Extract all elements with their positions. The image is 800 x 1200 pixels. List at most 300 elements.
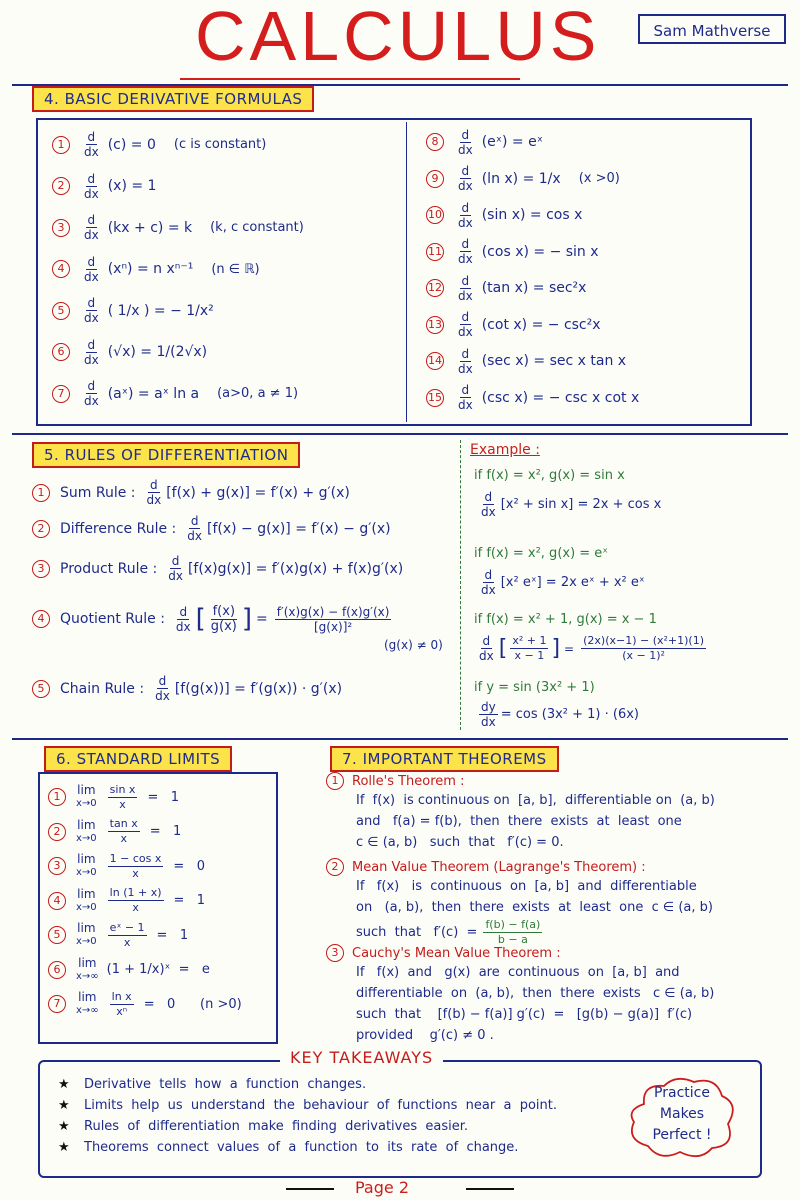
rule-row	[32, 554, 403, 583]
theorem-text: If f(x) is continuous on [a, b] and differentiable	[356, 879, 697, 894]
derivative-formula-row	[426, 197, 746, 234]
derivative-formula-row	[426, 307, 746, 344]
rule-name: Quotient Rule :	[60, 611, 165, 627]
formula-expression: (√x) = 1/(2√x)	[107, 344, 208, 361]
d-label: d	[484, 568, 493, 582]
dx-label: dx	[187, 529, 202, 543]
derivative-formula-row	[52, 332, 402, 374]
lim-label: lim	[78, 990, 97, 1005]
d-label: d	[87, 254, 96, 269]
takeaways-title: KEY TAKEAWAYS	[280, 1048, 443, 1067]
takeaway-text: Derivative tells how a function changes.	[84, 1077, 367, 1092]
formula-number: 11	[426, 243, 444, 261]
dx-label: dx	[458, 142, 473, 157]
limit-number: 6	[48, 961, 66, 979]
limit-approach: x→∞	[76, 970, 99, 982]
example-3-rhs-numerator: (2x)(x−1) − (x²+1)(1)	[583, 634, 705, 647]
dy-label: dy	[481, 700, 496, 714]
limit-approach: x→0	[76, 901, 97, 913]
d-label: d	[87, 213, 96, 228]
limit-approach: x→0	[76, 867, 97, 879]
formula-expression: (sin x) = cos x	[481, 207, 583, 224]
quotient-rhs	[275, 605, 392, 634]
dx-label: dx	[458, 252, 473, 267]
star-icon: ★	[58, 1140, 70, 1155]
box-column-divider	[406, 122, 407, 422]
bracket-open: [	[498, 636, 508, 661]
limit-fraction	[108, 886, 164, 915]
practice-line-3: Perfect !	[652, 1127, 712, 1143]
derivative-formula-row	[426, 270, 746, 307]
d-dx-operator	[166, 554, 185, 583]
derivative-formula-row	[426, 161, 746, 198]
limit-approach: x→0	[76, 832, 97, 844]
limit-operator	[76, 888, 97, 914]
formula-expression: (cot x) = − csc²x	[481, 316, 601, 333]
dx-label: dx	[168, 569, 183, 583]
dx-label: dx	[84, 394, 99, 409]
limit-denominator: x	[120, 832, 127, 846]
formula-number: 12	[426, 279, 444, 297]
rule-expression: [f(g(x))] = f′(g(x)) · g′(x)	[174, 680, 343, 697]
formula-expression: (ln x) = 1/x	[481, 170, 561, 187]
theorem-line	[356, 790, 786, 811]
lim-label: lim	[77, 921, 96, 936]
limit-row	[48, 815, 274, 850]
mvt-numerator: f(b) − f(a)	[485, 918, 541, 931]
dx-label: dx	[84, 311, 99, 326]
dx-label: dx	[481, 583, 496, 597]
limit-approach: x→∞	[76, 1005, 99, 1017]
formula-expression: ( 1/x ) = − 1/x²	[107, 302, 214, 319]
derivative-formula-row	[52, 124, 402, 166]
formula-number: 9	[426, 170, 444, 188]
theorem-text: If f(x) and g(x) are continuous on [a, b] and	[356, 965, 680, 980]
derivative-formula-row	[426, 380, 746, 417]
theorem-text: differentiable on (a, b), then there exists c ∈ (a, b)	[356, 986, 715, 1001]
dashed-separator	[460, 440, 461, 730]
rule-row	[32, 514, 391, 543]
d-label: d	[87, 296, 96, 311]
mvt-fraction	[483, 918, 542, 947]
bracket-open: [	[195, 604, 206, 634]
bracket-close: ]	[551, 636, 561, 661]
example-3-given: if f(x) = x² + 1, g(x) = x − 1	[474, 612, 657, 627]
formula-expression: (sec x) = sec x tan x	[481, 353, 627, 370]
formula-expression: (kx + c) = k	[107, 219, 193, 236]
d-label: d	[484, 490, 493, 504]
limit-operator	[76, 957, 99, 983]
d-dx-operator	[456, 237, 475, 266]
lim-label: lim	[78, 955, 97, 970]
derivative-formula-row	[426, 234, 746, 271]
formula-condition: (k, c constant)	[210, 220, 304, 236]
limit-row	[48, 918, 274, 953]
d-dx-operator	[477, 634, 496, 663]
formula-number: 1	[52, 136, 70, 154]
limit-fraction	[108, 817, 140, 846]
section-6-heading: 6. STANDARD LIMITS	[44, 746, 232, 772]
formula-number: 5	[52, 302, 70, 320]
derivative-formula-row	[52, 249, 402, 291]
mvt-denominator: b − a	[497, 933, 528, 946]
formula-condition: (c is constant)	[173, 137, 267, 153]
dx-label: dx	[458, 215, 473, 230]
theorem-text: provided g′(c) ≠ 0 .	[356, 1028, 494, 1043]
d-dx-operator	[456, 128, 475, 157]
formula-number: 13	[426, 316, 444, 334]
formula-number: 14	[426, 352, 444, 370]
rule-expression: [f(x)g(x)] = f′(x)g(x) + f(x)g′(x)	[187, 560, 404, 577]
rule-number: 5	[32, 680, 50, 698]
d-label: d	[171, 554, 180, 568]
theorem-block	[326, 944, 786, 1046]
takeaway-item	[58, 1137, 618, 1158]
example-3-result	[474, 634, 709, 663]
d-dx-operator	[82, 213, 101, 242]
theorem-line	[356, 832, 786, 853]
takeaways-list	[58, 1074, 618, 1158]
theorem-line	[356, 1004, 786, 1025]
formula-condition: (a>0, a ≠ 1)	[217, 386, 299, 402]
limit-value: = 1	[149, 824, 182, 840]
dx-label: dx	[479, 649, 494, 663]
footer-line-right	[466, 1188, 514, 1190]
example-3-denominator: x − 1	[514, 649, 545, 662]
divider	[12, 738, 788, 740]
limit-number: 2	[48, 823, 66, 841]
formula-expression: (xⁿ) = n xⁿ⁻¹	[107, 261, 194, 278]
theorem-block	[326, 772, 786, 853]
formula-expression: (tan x) = sec²x	[481, 280, 587, 297]
formula-expression: (cos x) = − sin x	[481, 243, 599, 260]
formula-expression: (x) = 1	[107, 178, 157, 195]
limit-value: = 1	[147, 789, 179, 805]
lim-label: lim	[77, 886, 96, 901]
example-2-result	[476, 568, 645, 597]
limit-operator	[76, 991, 99, 1017]
formula-number: 6	[52, 343, 70, 361]
dx-label: dx	[175, 619, 191, 634]
d-label: d	[461, 273, 470, 288]
theorem-line	[356, 962, 786, 983]
limit-operator	[76, 853, 97, 879]
rule-expression: [f(x) + g(x)] = f′(x) + g′(x)	[166, 484, 350, 501]
divider	[12, 433, 788, 435]
section-7-heading: 7. IMPORTANT THEOREMS	[330, 746, 559, 772]
takeaway-item	[58, 1095, 618, 1116]
formula-number: 3	[52, 219, 70, 237]
limit-value: = 0	[173, 858, 205, 874]
example-1-given: if f(x) = x², g(x) = sin x	[474, 468, 625, 483]
example-3-rhs-denominator: (x − 1)²	[622, 649, 665, 662]
dx-label: dx	[84, 186, 99, 201]
d-dx-operator	[456, 201, 475, 230]
derivative-formula-row	[52, 207, 402, 249]
d-label: d	[87, 337, 96, 352]
rule-name: Product Rule :	[60, 560, 158, 577]
limit-row	[48, 884, 274, 919]
limit-denominator: x	[132, 901, 139, 915]
formula-expression: (aˣ) = aˣ ln a	[107, 385, 200, 402]
dx-label: dx	[458, 361, 473, 376]
rule-number: 3	[32, 560, 50, 578]
derivative-formula-row	[52, 290, 402, 332]
equals-sign: =	[564, 641, 575, 656]
rule-number: 1	[32, 484, 50, 502]
bracket-close: ]	[241, 604, 253, 634]
limit-value: (1 + 1/x)ˣ = e	[106, 962, 210, 978]
star-icon: ★	[58, 1098, 70, 1113]
d-label: d	[179, 604, 188, 619]
dx-label: dx	[84, 145, 99, 160]
rule-name: Difference Rule :	[60, 520, 177, 537]
dx-label: dx	[481, 505, 496, 519]
formula-number: 10	[426, 206, 444, 224]
example-label: Example :	[470, 442, 540, 458]
dx-label: dx	[84, 269, 99, 284]
dx-label: dx	[155, 689, 170, 703]
rule-row	[32, 478, 350, 507]
lim-label: lim	[77, 783, 96, 798]
quotient-rhs-denominator: [g(x)]²	[313, 619, 353, 634]
derivative-list-right	[426, 124, 746, 416]
rule-row	[32, 603, 443, 652]
theorem-text: c ∈ (a, b) such that f′(c) = 0.	[356, 835, 564, 850]
d-label: d	[461, 346, 470, 361]
equals-sign: =	[256, 611, 268, 627]
limit-fraction	[108, 852, 164, 881]
theorem-number: 3	[326, 944, 344, 962]
d-label: d	[482, 634, 491, 648]
d-dx-operator	[82, 338, 101, 367]
formula-expression: (csc x) = − csc x cot x	[481, 389, 640, 406]
limit-row	[48, 953, 274, 988]
limit-operator	[76, 819, 97, 845]
limit-operator	[76, 922, 97, 948]
quotient-lhs	[209, 605, 239, 634]
dx-label: dx	[146, 493, 162, 507]
d-label: d	[87, 379, 96, 394]
derivative-list-left	[52, 124, 402, 415]
takeaway-text: Limits help us understand the behaviour of functions near a point.	[84, 1098, 558, 1113]
rule-expression: [f(x) − g(x)] = f′(x) − g′(x)	[206, 520, 391, 537]
quotient-numerator: f(x)	[212, 603, 236, 619]
theorem-line	[356, 983, 786, 1004]
dy-dx-operator	[479, 700, 498, 729]
limit-number: 3	[48, 857, 66, 875]
dx-label: dx	[458, 398, 473, 413]
d-label: d	[461, 310, 470, 325]
d-label: d	[461, 127, 470, 142]
theorem-text: and f(a) = f(b), then there exists at least one	[356, 814, 682, 829]
theorem-line	[356, 918, 786, 947]
rule-row	[32, 674, 342, 703]
limit-number: 5	[48, 926, 66, 944]
dx-label: dx	[481, 715, 496, 729]
example-3-rhs	[581, 634, 706, 663]
dx-label: dx	[458, 288, 473, 303]
limit-numerator: eˣ − 1	[109, 920, 145, 934]
dx-label: dx	[84, 352, 99, 367]
limit-fraction	[108, 783, 138, 812]
author-box: Sam Mathverse	[638, 14, 786, 44]
d-label: d	[150, 478, 158, 492]
derivative-formula-row	[52, 166, 402, 208]
takeaway-item	[58, 1074, 618, 1095]
limit-value: = 0 (n >0)	[143, 996, 242, 1012]
example-4-expression: = cos (3x² + 1) · (6x)	[500, 707, 640, 722]
formula-expression: (eˣ) = eˣ	[481, 134, 543, 151]
d-dx-operator	[82, 130, 101, 159]
d-dx-operator	[456, 274, 475, 303]
example-3-lhs	[510, 634, 548, 663]
d-dx-operator	[153, 674, 172, 703]
takeaway-text: Theorems connect values of a function to its rate of change.	[84, 1140, 519, 1155]
limit-numerator: 1 − cos x	[109, 851, 162, 865]
dx-label: dx	[84, 228, 99, 243]
d-label: d	[461, 237, 470, 252]
limit-approach: x→0	[76, 798, 97, 810]
theorem-block	[326, 858, 786, 947]
derivative-formula-row	[52, 373, 402, 415]
d-dx-operator	[174, 605, 193, 634]
limit-fraction	[110, 990, 134, 1019]
practice-line-1: Practice	[654, 1085, 710, 1101]
formula-number: 4	[52, 260, 70, 278]
rule-name: Sum Rule :	[60, 484, 136, 501]
theorem-text: on (a, b), then there exists at least one c ∈ (a, b)	[356, 900, 713, 915]
theorem-heading	[326, 944, 786, 962]
d-label: d	[158, 674, 167, 688]
star-icon: ★	[58, 1119, 70, 1134]
derivative-formula-row	[426, 343, 746, 380]
d-label: d	[190, 514, 199, 528]
limit-denominator: x	[132, 866, 139, 880]
d-label: d	[461, 200, 470, 215]
d-dx-operator	[145, 478, 164, 507]
example-2-given: if f(x) = x², g(x) = eˣ	[474, 546, 609, 561]
d-dx-operator	[82, 379, 101, 408]
limit-operator	[76, 784, 97, 810]
limit-number: 7	[48, 995, 66, 1013]
theorem-line	[356, 1025, 786, 1046]
d-dx-operator	[456, 383, 475, 412]
theorem-title: Cauchy's Mean Value Theorem :	[352, 945, 561, 961]
section-5-heading: 5. RULES OF DIFFERENTIATION	[32, 442, 300, 468]
limit-numerator: ln x	[111, 989, 132, 1003]
formula-condition: (n ∈ ℝ)	[211, 261, 260, 277]
d-dx-operator	[82, 296, 101, 325]
d-dx-operator	[456, 310, 475, 339]
limit-approach: x→0	[76, 936, 97, 948]
limit-denominator: xⁿ	[116, 1004, 128, 1018]
d-dx-operator	[479, 490, 498, 519]
practice-line-2: Makes	[659, 1106, 705, 1122]
rule-number: 4	[32, 610, 50, 628]
page-number: Page 2	[355, 1178, 409, 1197]
limit-value: = 1	[173, 893, 206, 909]
d-dx-operator	[82, 172, 101, 201]
formula-number: 15	[426, 389, 444, 407]
d-label: d	[461, 383, 470, 398]
limit-row	[48, 849, 274, 884]
rule-number: 2	[32, 520, 50, 538]
dx-label: dx	[458, 179, 473, 194]
example-3-numerator: x² + 1	[512, 634, 547, 647]
practice-bubble	[624, 1074, 740, 1160]
d-dx-operator	[456, 164, 475, 193]
theorem-text: If f(x) is continuous on [a, b], differentiable on (a, b)	[356, 793, 715, 808]
example-4-given: if y = sin (3x² + 1)	[474, 680, 595, 695]
limit-value: = 1	[156, 927, 189, 943]
section-4-heading: 4. BASIC DERIVATIVE FORMULAS	[32, 86, 314, 112]
limit-numerator: ln (1 + x)	[109, 886, 162, 900]
theorem-title: Rolle's Theorem :	[352, 773, 465, 789]
formula-expression: (c) = 0	[107, 136, 156, 153]
limit-row	[48, 987, 274, 1022]
example-4-result	[476, 700, 639, 729]
example-1-result	[476, 490, 661, 519]
formula-number: 7	[52, 385, 70, 403]
limit-number: 1	[48, 788, 66, 806]
derivative-formula-row	[426, 124, 746, 161]
d-dx-operator	[82, 255, 101, 284]
example-2-expression: [x² eˣ] = 2x eˣ + x² eˣ	[500, 575, 645, 590]
limit-denominator: x	[123, 935, 131, 949]
theorem-heading	[326, 858, 786, 876]
star-icon: ★	[58, 1077, 70, 1092]
quotient-rhs-numerator: f′(x)g(x) − f(x)g′(x)	[276, 604, 390, 619]
lim-label: lim	[77, 817, 96, 832]
page-title: CALCULUS	[195, 0, 601, 75]
takeaway-text: Rules of differentiation make finding derivatives easier.	[84, 1119, 469, 1134]
rule-name: Chain Rule :	[60, 680, 145, 697]
dx-label: dx	[458, 325, 473, 340]
formula-condition: (x >0)	[578, 171, 620, 187]
quotient-denominator: g(x)	[210, 618, 237, 634]
lim-label: lim	[77, 852, 96, 867]
d-dx-operator	[185, 514, 204, 543]
theorem-line	[356, 876, 786, 897]
limit-numerator: sin x	[109, 782, 136, 796]
limits-list	[48, 780, 274, 1022]
limit-number: 4	[48, 892, 66, 910]
limit-fraction	[108, 921, 147, 950]
title-underline	[180, 78, 520, 80]
takeaway-item	[58, 1116, 618, 1137]
footer-line-left	[286, 1188, 334, 1190]
theorem-text: such that [f(b) − f(a)] g′(c) = [g(b) − g(a)] f′(c)	[356, 1007, 693, 1022]
limit-denominator: x	[119, 797, 126, 811]
d-dx-operator	[456, 347, 475, 376]
theorem-number: 2	[326, 858, 344, 876]
theorem-line	[356, 811, 786, 832]
theorem-number: 1	[326, 772, 344, 790]
formula-number: 2	[52, 177, 70, 195]
theorem-text: such that f′(c) =	[356, 925, 478, 940]
d-label: d	[461, 164, 470, 179]
limit-row	[48, 780, 274, 815]
d-label: d	[87, 130, 96, 145]
example-1-expression: [x² + sin x] = 2x + cos x	[500, 497, 662, 512]
limit-numerator: tan x	[109, 817, 138, 831]
theorem-heading	[326, 772, 786, 790]
theorem-title: Mean Value Theorem (Lagrange's Theorem) :	[352, 859, 646, 875]
theorem-line	[356, 897, 786, 918]
d-dx-operator	[479, 568, 498, 597]
d-label: d	[87, 171, 96, 186]
